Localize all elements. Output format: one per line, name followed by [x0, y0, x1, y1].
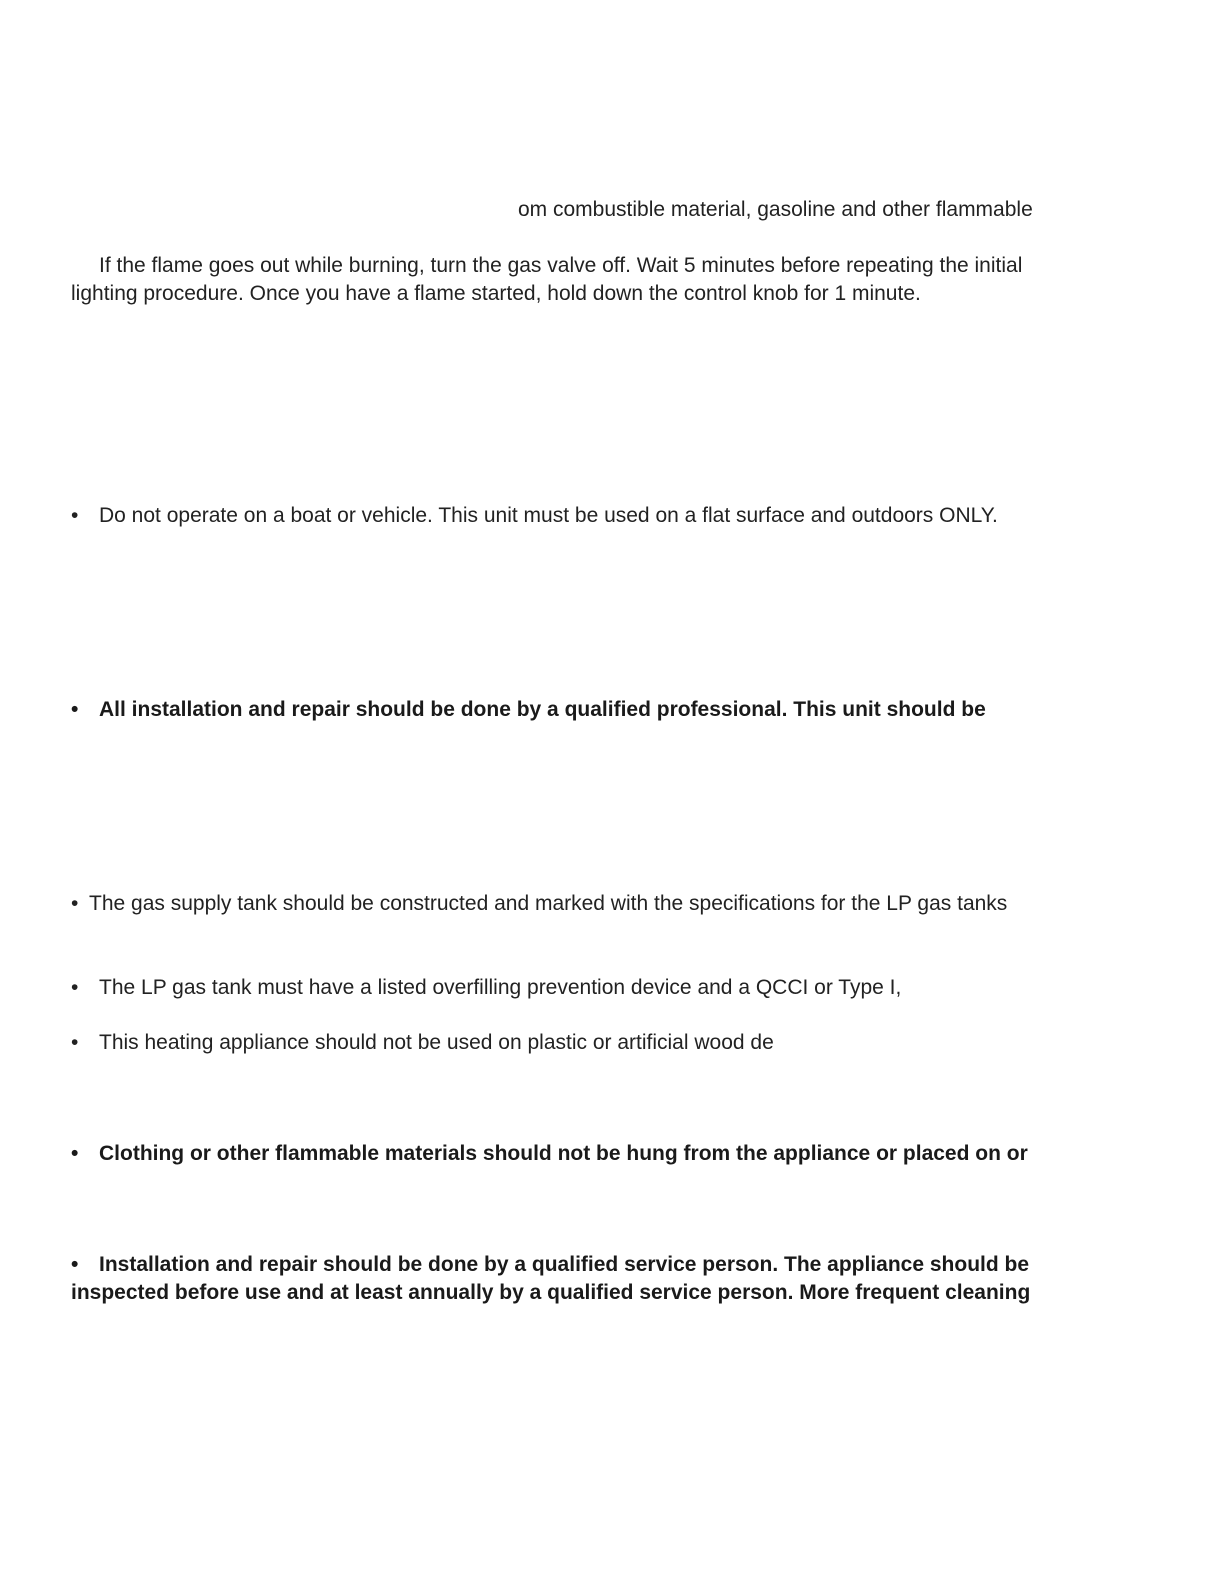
bullet-text: All installation and repair should be done by a qualified professional. This unit should be: [99, 698, 986, 721]
bullet-text: The gas supply tank should be constructed and marked with the specifications for the LP gas tanks: [89, 892, 1008, 915]
bullet-icon: •: [71, 1031, 79, 1054]
bullet-text: Installation and repair should be done by a qualified service person. The appliance should be: [99, 1253, 1030, 1276]
bullet-icon: •: [71, 504, 79, 527]
bullet-item-service-line-1: [71, 1251, 1029, 1279]
flame-paragraph-line-1: [71, 252, 1022, 280]
bullet-item-deck: [71, 1029, 774, 1057]
bullet-item-clothing: [71, 1140, 1028, 1168]
bullet-icon: •: [71, 892, 79, 915]
bullet-item-service-line-2: inspected before use and at least annually by a qualified service person. More frequent cleaning: [71, 1281, 1031, 1304]
bullet-text: Do not operate on a boat or vehicle. This unit must be used on a flat surface and outdoors ONLY.: [99, 504, 998, 527]
bullet-item-gas-tank: [71, 890, 1007, 918]
flame-paragraph-text-1: If the flame goes out while burning, turn the gas valve off. Wait 5 minutes before repeating the initial: [99, 254, 1023, 277]
bullet-icon: •: [71, 1142, 79, 1165]
fragment-text: om combustible material, gasoline and other flammable: [518, 198, 1033, 221]
bullet-icon: •: [71, 1253, 79, 1276]
bullet-item-installation: [71, 696, 986, 724]
bullet-text: This heating appliance should not be used on plastic or artificial wood de: [99, 1031, 774, 1054]
bullet-text: The LP gas tank must have a listed overfilling prevention device and a QCCI or Type I,: [99, 976, 902, 999]
bullet-item-overfill: [71, 974, 901, 1002]
bullet-icon: •: [71, 698, 79, 721]
bullet-icon: •: [71, 976, 79, 999]
bullet-text: Clothing or other flammable materials should not be hung from the appliance or placed on or: [99, 1142, 1028, 1165]
flame-paragraph-line-2: lighting procedure. Once you have a flame started, hold down the control knob for 1 minute.: [71, 282, 921, 305]
bullet-item-boat: [71, 502, 998, 530]
